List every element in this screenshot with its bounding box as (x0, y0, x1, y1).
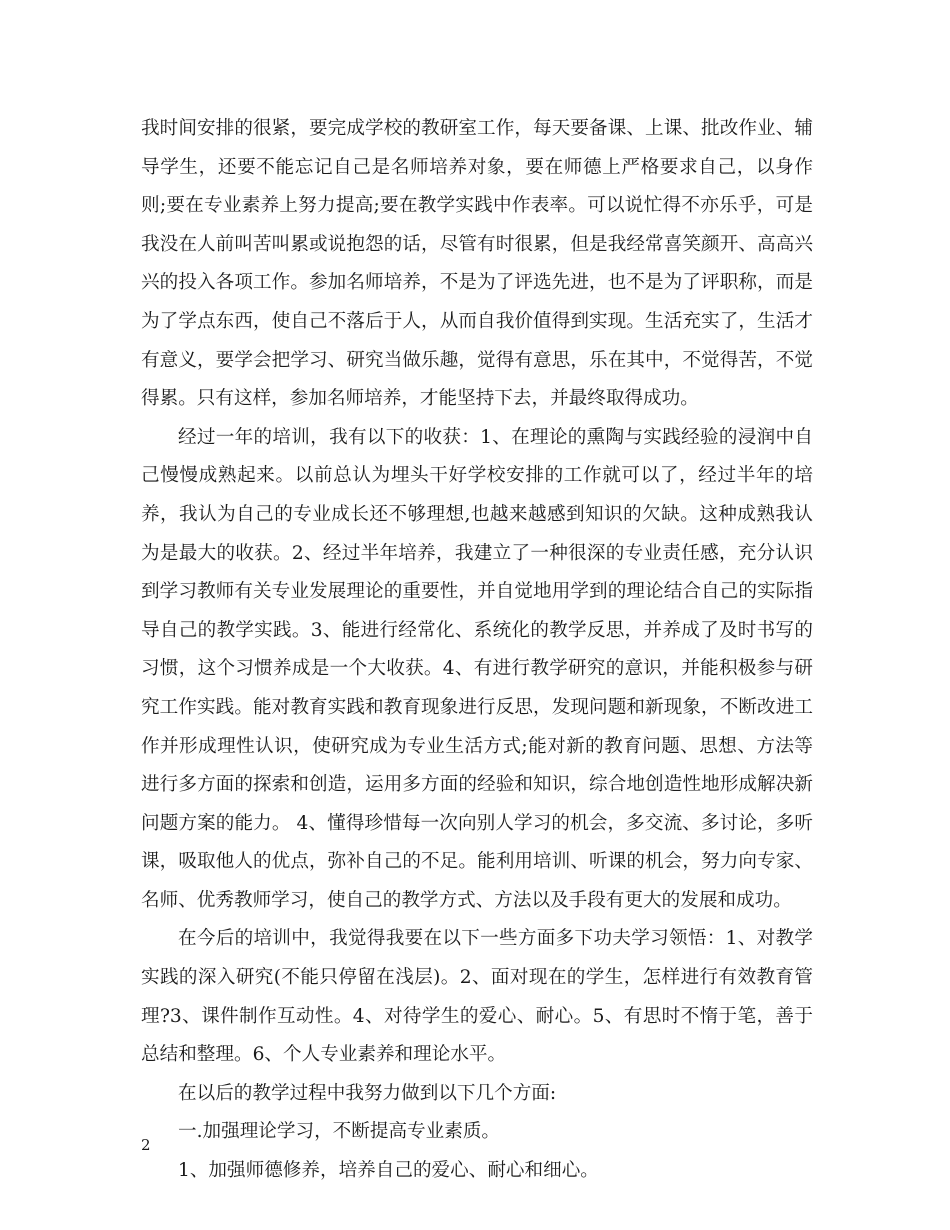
paragraph-future-training: 在今后的培训中，我觉得我要在以下一些方面多下功夫学习领悟：1、对教学实践的深入研究(不能只停留在浅层)。2、面对现在的学生，怎样进行有效教育管理?3、课件制作互动性。4、对待学生的爱心、耐心。5、有思时不惰于笔，善于总结和整理。6、个人专业素养和理论水平。 (141, 928, 813, 1066)
section-heading-theory: 一.加强理论学习，不断提高专业素质。 (178, 1121, 501, 1143)
paragraph-gains: 经过一年的培训，我有以下的收获：1、在理论的熏陶与实践经验的浸润中自己慢慢成熟起来。以前总认为埋头干好学校安排的工作就可以了，经过半年的培养，我认为自己的专业成长还不够理想,也越来越感到知识的欠缺。这种成熟我认为是最大的收获。2、经过半年培养，我建立了一种很深的专业责任感，充分认识到学习教师有关专业发展理论的重要性，并自觉地用学到的理论结合自己的实际指导自己的教学实践。3、能进行经常化、系统化的教学反思，并养成了及时书写的习惯，这个习惯养成是一个大收获。4、有进行教学研究的意识，并能积极参与研究工作实践。能对教育实践和教育现象进行反思，发现问题和新现象，不断改进工作并形成理性认识，使研究成为专业生活方式;能对新的教育问题、思想、方法等进行多方面的探索和创造，运用多方面的经验和知识，综合地创造性地形成解决新问题方案的能力。 4、懂得珍惜每一次向别人学习的机会，多交流、多讨论，多听课，吸取他人的优点，弥补自己的不足。能利用培训、听课的机会，努力向专家、名师、优秀教师学习，使自己的教学方式、方法以及手段有更大的发展和成功。 (141, 426, 813, 911)
page-number: 2 (141, 1136, 151, 1154)
paragraph-intro-plan: 在以后的教学过程中我努力做到以下几个方面: (178, 1082, 557, 1104)
document-body (141, 110, 813, 1191)
list-item-ethics: 1、加强师德修养，培养自己的爱心、耐心和细心。 (178, 1160, 599, 1182)
paragraph-continued: 我时间安排的很紧，要完成学校的教研室工作，每天要备课、上课、批改作业、辅导学生，还要不能忘记自己是名师培养对象，要在师德上严格要求自己，以身作则;要在专业素养上努力提高;要在教学实践中作表率。可以说忙得不亦乐乎，可是我没在人前叫苦叫累或说抱怨的话，尽管有时很累，但是我经常喜笑颜开、高高兴兴的投入各项工作。参加名师培养，不是为了评选先进，也不是为了评职称，而是为了学点东西，使自己不落后于人，从而自我价值得到实现。生活充实了，生活才有意义，要学会把学习、研究当做乐趣，觉得有意思，乐在其中，不觉得苦，不觉得累。只有这样，参加名师培养，才能坚持下去，并最终取得成功。 (141, 118, 813, 410)
